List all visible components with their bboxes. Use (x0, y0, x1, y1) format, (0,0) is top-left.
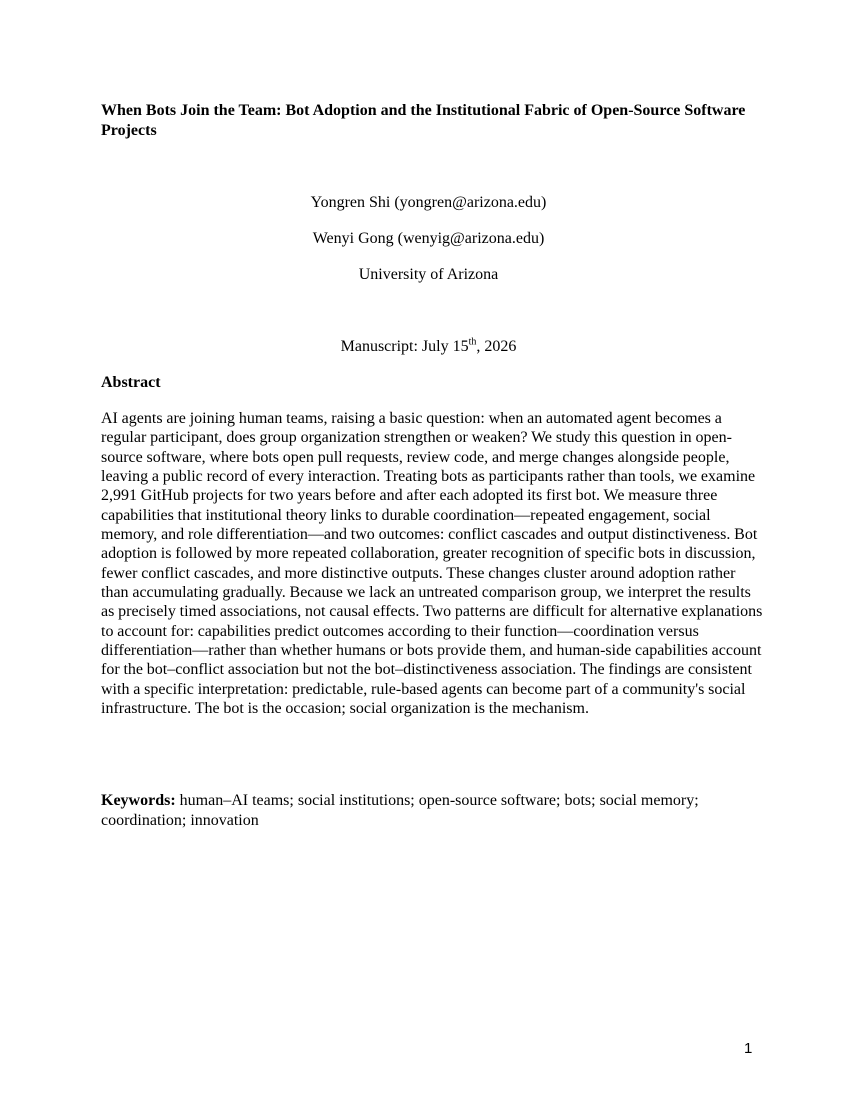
keywords-label: Keywords: (101, 792, 176, 809)
author-2: Wenyi Gong (wenyig@arizona.edu) (312, 230, 545, 247)
manuscript-date-ordinal: th (468, 336, 477, 348)
manuscript-date-prefix: Manuscript: July 15 (340, 338, 469, 355)
keywords-list: human–AI teams; social institutions; open-source software; bots; social memory; coordination; innovation (101, 792, 699, 829)
abstract-heading: Abstract (101, 374, 161, 391)
abstract-body: AI agents are joining human teams, raising a basic question: when an automated agent becomes a regular participant, does group organization strengthen or weaken? We study this question in open-source software, where bots open pull requests, review code, and merge changes alongside people, leaving a public record of every interaction. Treating bots as participants rather than tools, we examine 2,991 GitHub projects for two years before and after each adopted its first bot. We measure three capabilities that institutional theory links to durable coordination—repeated engagement, social memory, and role differentiation—and two outcomes: conflict cascades and output distinctiveness. Bot adoption is followed by more repeated collaboration, greater recognition of specific bots in discussion, fewer conflict cascades, and more distinctive outputs. These changes cluster around adoption rather than accumulating gradually. Because we lack an untreated comparison group, we interpret the results as precisely timed associations, not causal effects. Two patterns are difficult for alternative explanations to account for: capabilities predict outcomes according to their function—coordination versus differentiation—rather than whether humans or bots provide them, and human-side capabilities account for the bot–conflict association but not the bot–distinctiveness association. The findings are consistent with a specific interpretation: predictable, rule-based agents can become part of a community's social infrastructure. The bot is the occasion; social organization is the mechanism. (101, 410, 763, 718)
page-number: 1 (744, 1040, 753, 1057)
manuscript-date-suffix: , 2026 (476, 338, 517, 355)
manuscript-date (0, 337, 857, 357)
paper-title: When Bots Join the Team: Bot Adoption and the Institutional Fabric of Open-Source Software Projects (101, 102, 746, 139)
keywords (101, 791, 751, 831)
author-1: Yongren Shi (yongren@arizona.edu) (310, 194, 547, 211)
affiliation: University of Arizona (358, 266, 499, 283)
